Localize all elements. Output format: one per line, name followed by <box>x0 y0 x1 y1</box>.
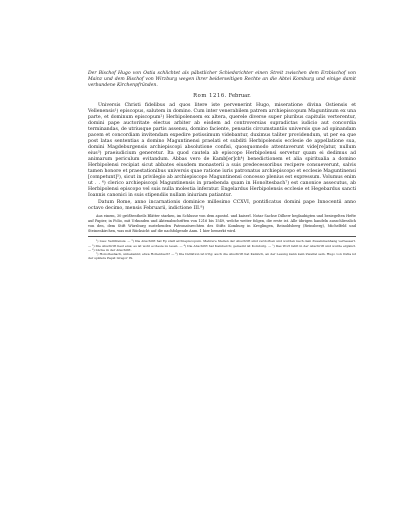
body-paragraph-2: Datum Rome, anno incarnationis dominice millesimo CCXVI, pontificatus domini pape Innocentii anno octavo decimo, mensis Februarii, indictione III.⁸) <box>88 200 356 212</box>
document-page <box>88 71 356 261</box>
document-heading: Der Bischof Hugo von Ostia schlichtet als päbstlicher Schiedsrichter einen Streit zwischen dem Erzbischof von Mainz und dem Bischof von Wirzburg wegen ihrer beiderseitigen Rechte an die Abtei Komburg und einige damit verbundene Kirchenpfründen. <box>88 71 356 89</box>
dateline-place: Rom 1216. <box>193 92 227 99</box>
footnote-divider <box>88 236 356 237</box>
footnote-block-2: ⁷) Honoltesbach, unbekannt; etwa Hollenbach? — ⁸) Die Indiktion ist irrig; auch die Abschrift hat Kambch, an der Lesung kann kein Zweifel sein. Hugo von Ostia ist der spätere Papst Gregor IX. <box>88 252 356 261</box>
provenance-note: Aus einem, 30 größtentheils Blätter starken, im Schlusse von dem apostol. und kaiserl. Notar Sachse Dilherr beglaubigten und besiegelten Hefte auf Papier, in Folio, mit Urkunden und Aktenabschriften von 1216 bis 1549, welche weiter folgen, die erste ist. Alle übrigen handeln ausschliesslich von den, dem Stift Würzburg zustehenden Patronatsrechten des Stifts Komburg in Kreglingen, Reinoldsberg (Reinsberg), Michelfeld und Steinenkirchen, was mit Rücksicht auf die nachfolgende Anm. 1 hier bemerkt wird. <box>88 214 356 233</box>
footnotes <box>88 239 356 260</box>
footnote-block-1: ¹) Lies: Vellitrensis. — ²) Die Abschrift hat Ep statt archiepiscopum. Mehrere Stellen der Abschrift sind verdorben und wurden nach dem Zusammenhang verbessert. — ³) Die Abschrift liest eius; es ist wohl ecclesie zu lesen. — ⁴) Die Abschrift hat Kamberch; gemeint ist Komburg. — ⁵) Das Wort fehlt in der Abschrift und wurde ergänzt. — ⁶) Lücke in der Abschrift. <box>88 239 356 252</box>
dateline <box>88 93 356 100</box>
dateline-date: Februar. <box>228 92 251 99</box>
body-paragraph-1: Universis Christi fidelibus ad quos litere iste pervenerint Hugo, miseratione divina Ostiensis et Vellenensis¹) episcopus, salutem in domino. Cum inter venerabilem patrem archiepiscopum Maguntinum ex una parte, et dominum episcopum²) Herbipolensem ex altera, querele diverse super pluribus capitulis verterentur, domini pape auctoritate electus arbiter ab eisdem ad controversias supradictas iudicio aut concordia terminandas, de utriusque partis assensu, domino faciente, pensatis circumstantiis universis que ad opinandam pacem et concordiam invitendam expedire potissimum videbantur, duximus taliter providendum, ut per ea que post latas sententias a domino Maguntinensi praelati et subditi Herbipolensis ecclesie de appellatione sua, domini Magdeburgensis archiepiscopi absolutione confisi, quosquomodo attentaverunt vide[re]atur, nullum eius³) praeiudicium generetur. Ita quod cautela ab episcopo Herbipolensi servetur quam ei dedimus ad animarum periculum evitandum. Abbas vero de Kamb[er]ch⁴) benedictionem et alia spiritualia a domino Herbipolensi recipiat sicut abbates eiusdem monasterii a suis predecessoribus recipere consueverunt, salvis tamen honore et praestationibus universis quae ratione iuris patronatus archiepiscopo et ecclesie Maguntinensi [competunt]⁵), sicut in privilegio ab archiepiscopo Maguntinensi concesso plenius est expressum. Volumus enim ut . . ⁶) clerico archiepiscopi Maguntinensis in praebenda quam in Honoltesbach⁷) est canonice assecutus, ab Herbipolensi episcopo vel suis nulla molestia inferatur. Engelardus Herbipolensis ecclesie et Hegebardus sancti Ioannis canonici in suis stipendiis nullam iniuriam patiantur. <box>88 102 356 199</box>
